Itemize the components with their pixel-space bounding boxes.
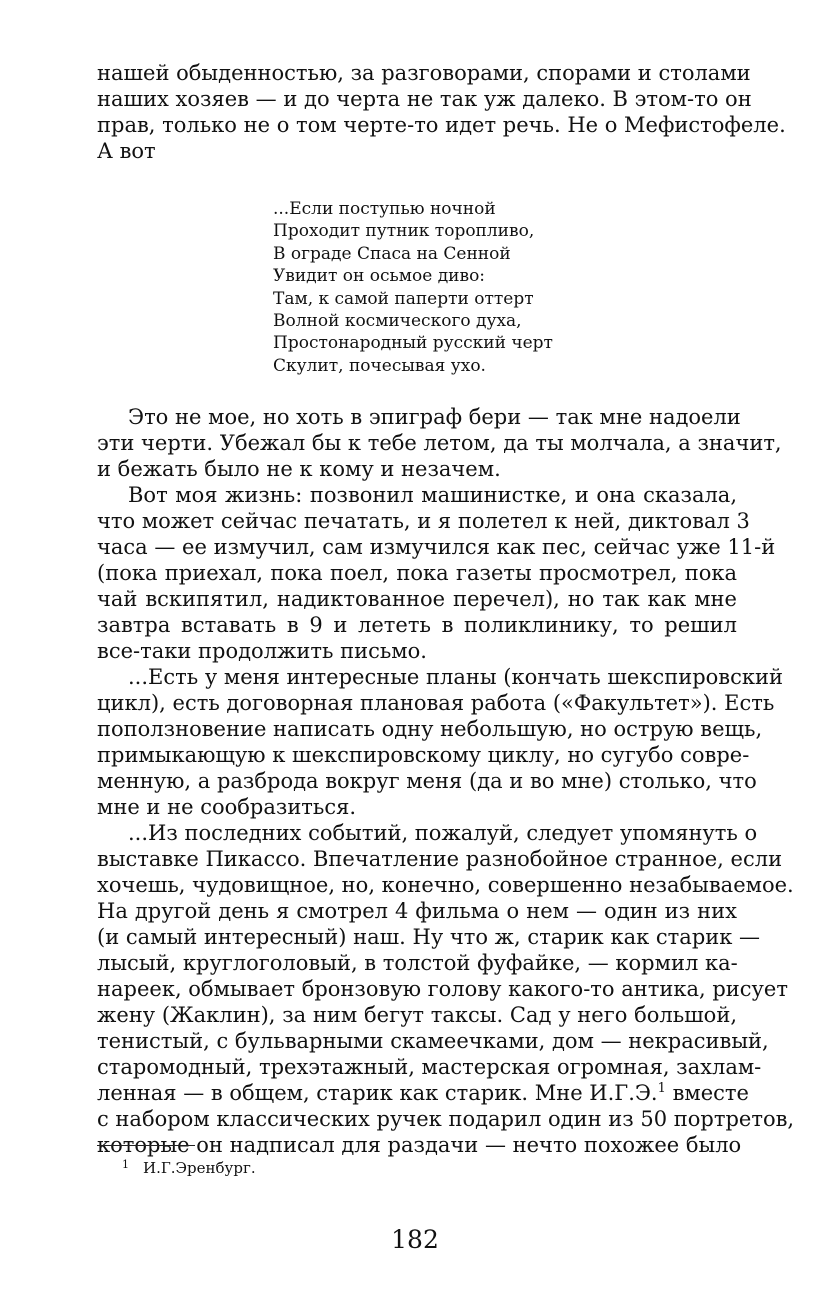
text-line: жену (Жаклин), за ним бегут таксы. Сад у него большой,	[97, 1003, 737, 1027]
footnote-mark: 1	[122, 1158, 129, 1171]
text-line: все-таки продолжить письмо.	[97, 639, 427, 663]
text-line: А вот	[97, 139, 156, 163]
text-line: поползновение написать одну небольшую, но острую вещь,	[97, 717, 763, 741]
text-line: часа — ее измучил, сам измучился как пес, сейчас уже 11-й	[97, 535, 776, 559]
poem-quote	[273, 198, 553, 377]
text-line: завтра вставать в 9 и лететь в поликлинику, то решил	[97, 613, 737, 637]
poem-line: Там, к самой паперти оттерт	[273, 288, 534, 309]
poem-line: Увидит он осьмое диво:	[273, 266, 486, 287]
footnote-text: И.Г.Эренбург.	[143, 1159, 256, 1177]
text-line: менную, а разброда вокруг меня (да и во мне) столько, что	[97, 769, 757, 793]
text-line: с набором классических ручек подарил один из 50 портретов,	[97, 1107, 795, 1131]
poem-line: Проходит путник торопливо,	[273, 221, 535, 242]
text-line: и бежать было не к кому и незачем.	[97, 457, 501, 481]
poem-line: Волной космического духа,	[273, 311, 522, 332]
text-line: (пока приехал, пока поел, пока газеты просмотрел, пока	[97, 561, 737, 585]
text-line: чай вскипятил, надиктованное перечел), но так как мне	[97, 587, 737, 611]
page-number: 182	[391, 1225, 439, 1254]
text-line: ...Из последних событий, пожалуй, следует упомянуть о	[128, 821, 758, 845]
paragraph	[97, 404, 782, 482]
text-line: которые он надписал для раздачи — нечто похожее было	[97, 1133, 742, 1157]
text-line: выставке Пикассо. Впечатление разнобойное странное, если	[97, 847, 783, 871]
top-paragraph	[97, 60, 786, 164]
text-line: примыкающую к шекспировскому циклу, но сугубо совре-	[97, 743, 750, 767]
text-line: ...Есть у меня интересные планы (кончать шекспировский	[128, 665, 783, 689]
paragraph	[97, 664, 783, 820]
text-line: нашей обыденностью, за разговорами, спорами и столами	[97, 61, 751, 85]
text-line: (и самый интересный) наш. Ну что ж, старик как старик —	[97, 925, 761, 949]
text-line: тенистый, с бульварными скамеечками, дом — некрасивый,	[97, 1029, 769, 1053]
footnote	[122, 1155, 256, 1178]
text-line: Вот моя жизнь: позвонил машинистке, и она сказала,	[128, 483, 737, 507]
poem-line: Простонародный русский черт	[273, 333, 553, 354]
text-line: наших хозяев — и до черта не так уж далеко. В этом-то он	[97, 87, 752, 111]
text-fragment: вместе	[665, 1081, 749, 1105]
text-line: мне и не сообразиться.	[97, 795, 357, 819]
poem-line: Скулит, почесывая ухо.	[273, 355, 486, 376]
footnote-divider	[97, 1145, 195, 1146]
text-line: цикл), есть договорная плановая работа («Факультет»). Есть	[97, 691, 775, 715]
text-fragment: ленная — в общем, старик как старик. Мне И.Г.Э.	[97, 1081, 658, 1105]
text-line: Это не мое, но хоть в эпиграф бери — так мне надоели	[128, 405, 741, 429]
text-line: эти черти. Убежал бы к тебе летом, да ты молчала, а значит,	[97, 431, 782, 455]
footnote-reference: 1	[657, 1081, 666, 1096]
text-line-with-footnote-ref	[97, 1080, 749, 1106]
paragraph	[97, 820, 795, 1158]
text-line: На другой день я смотрел 4 фильма о нем — один из них	[97, 899, 737, 923]
poem-line: В ограде Спаса на Сенной	[273, 243, 511, 264]
text-line: старомодный, трехэтажный, мастерская огромная, захлам-	[97, 1055, 762, 1079]
text-line: хочешь, чудовищное, но, конечно, совершенно незабываемое.	[97, 873, 794, 897]
text-line: прав, только не о том черте-то идет речь. Не о Мефистофеле.	[97, 113, 786, 137]
text-line: нареек, обмывает бронзовую голову какого-то антика, рисует	[97, 977, 788, 1001]
text-line: лысый, круглоголовый, в толстой фуфайке, — кормил ка-	[97, 951, 738, 975]
text-line: что может сейчас печатать, и я полетел к ней, диктовал 3	[97, 509, 750, 533]
poem-line: ...Если поступью ночной	[273, 199, 496, 219]
paragraph	[97, 482, 776, 664]
